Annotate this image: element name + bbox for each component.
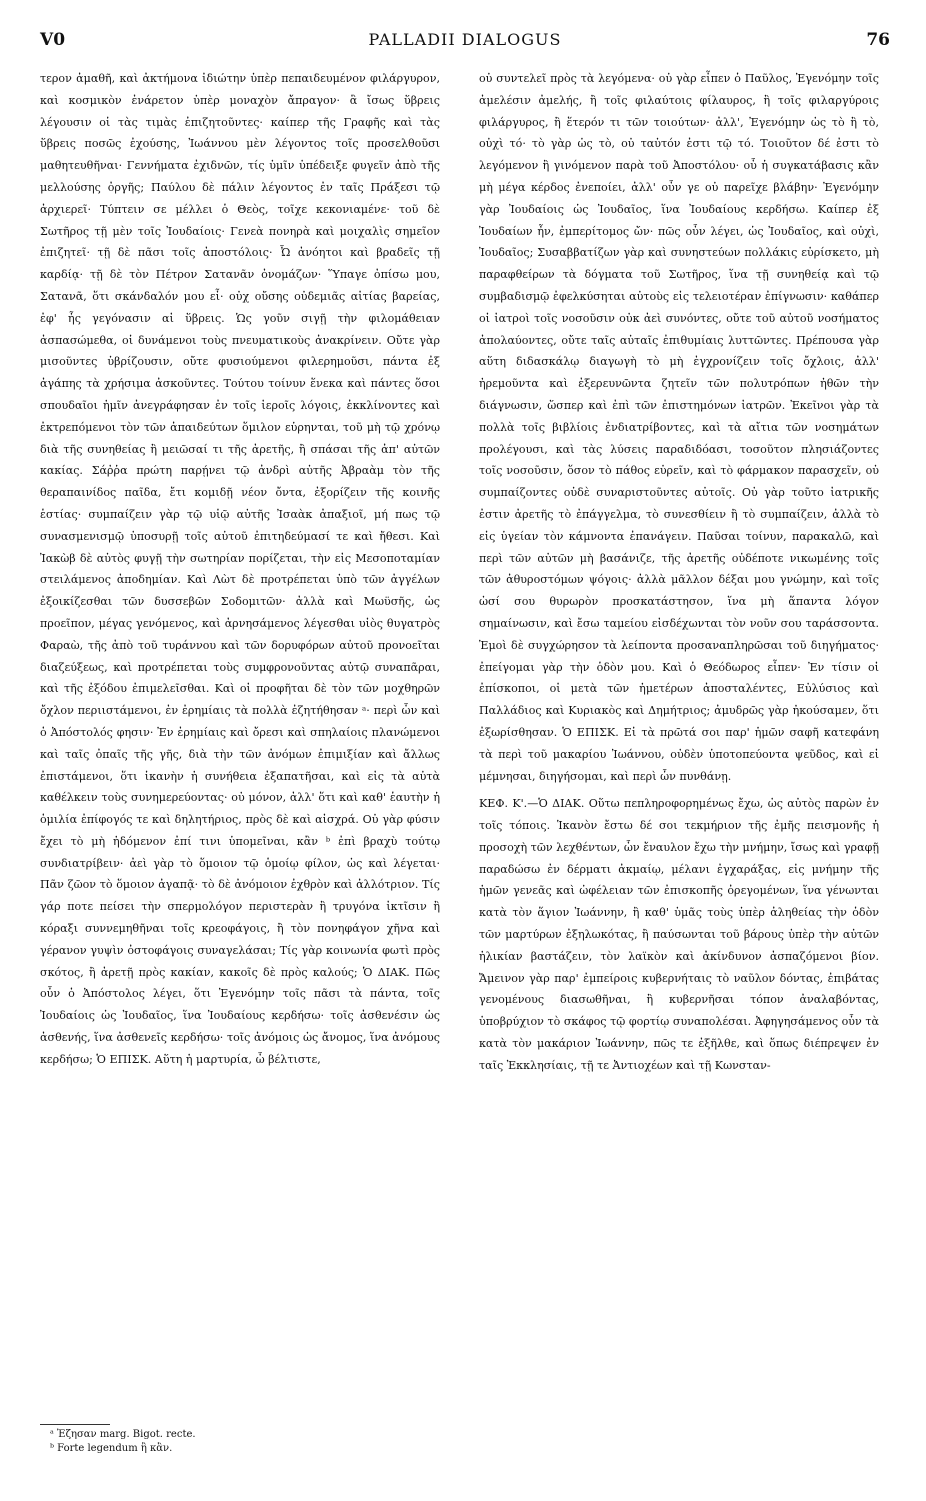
left-page-number: V0	[40, 30, 66, 50]
right-paragraph-1: οὐ συντελεῖ πρὸς τὰ λεγόμενα· οὐ γὰρ εἶπεν ὁ Παῦλος, Ἐγενόμην τοῖς ἀμελέσιν ἀμελής, ἢ τοῖς φιλαύτοις φίλαυρος, ἢ τοῖς φιλαργύροις φιλάργυρος, ἢ ἕτερόν τι τῶν τοιούτων· ἀλλ', Ἐγενόμην ὡς τὸ ἢ τὸ, οὐχὶ τό· τὸ γὰρ ὡς τὸ, οὐ ταὐτόν ἐστι τῷ τό. Τοιοῦτον δέ ἐστι τὸ λεγόμενον ἢ γινόμενον παρὰ τοῦ Ἀποστόλου· οὗ ἡ συγκατάβασις κἂν μὴ μέγα κέρδος ἐνεποίει, ἀλλ' οὖν γε οὐ παρεῖχε βλάβην· Ἐγενόμην γὰρ Ἰουδαίοις ὡς Ἰουδαῖος, ἵνα Ἰουδαίους κερδήσω. Καίπερ ἐξ Ἰουδαίων ἦν, ἐμπερίτομος ὤν· πῶς οὖν λέγει, ὡς Ἰουδαῖος, καὶ οὐχὶ, Ἰουδαῖος; Συσαββατίζων γὰρ καὶ συνηστεύων πολλάκις εὑρίσκετο, μὴ παραφθείρων τὰ δόγματα τοῦ Σωτῆρος, ἵνα τῇ συνηθείᾳ καὶ τῷ συμβαδισμῷ ἐφελκύσηται αὐτοὺς εἰς τελειοτέραν ἐπίγνωσιν· καθάπερ οἱ ἰατροὶ τοῖς νοσοῦσιν οὐκ ἀεὶ συνόντες, οὔτε τοῦ αὐτοῦ νοσήματος ἀπολαύοντες, οὔτε ταῖς αὐταῖς ἐπιθυμίαις λυττῶντες. Πρέπουσα γὰρ αὕτη διδασκάλῳ διαγωγὴ τὸ μὴ ἐγχρονίζειν τοῖς ὄχλοις, ἀλλ' ἠρεμοῦντα καὶ ἐξερευνῶντα ζητεῖν τῶν πολυτρόπων ἠθῶν τὴν διάγνωσιν, ὥσπερ καὶ ἐπὶ τῶν ἐπιστημόνων ἰατρῶν. Ἐκεῖνοι γὰρ τὰ πολλὰ τοῖς βιβλίοις ἐνδιατρίβοντες, καὶ τὰ αἴτια τῶν νοσημάτων προλέγουσι, καὶ τὰς λύσεις παραδιδόασι, τοσοῦτον πλησιάζοντες τοῖς νοσοῦσιν, ὅσον τὸ πάθος εὑρεῖν, καὶ τὸ φάρμακον παρασχεῖν, οὐ συμπαίζοντες οὐδὲ συναριστοῦντες αὐτοῖς. Οὐ γὰρ τοῦτο ἰατρικῆς ἐστιν ἀρετῆς τὸ ἐπάγγελμα, τὸ συνεσθίειν ἢ τὸ συμπαίζειν, ἀλλὰ τὸ εἰς ὑγείαν τὸν κάμνοντα ἐπανάγειν. Παῦσαι τοίνυν, παρακαλῶ, καὶ περὶ τῶν αὐτῶν μὴ βασάνιζε, τῆς ἀρετῆς οὐδέποτε νικωμένης τοῖς τῶν ἀθυροστόμων ψόγοις· ἀλλὰ μᾶλλον δέξαι μου γνώμην, καὶ τοῖς ὠσί σου θυρωρὸν προσκατάστησον, ἵνα μὴ ἅπαντα λόγον σημαίνωσιν, καὶ ἔσω ταμείου εἰσδέχωνται τὸν νοῦν σου ταράσσοντα. Ἐμοὶ δὲ συγχώρησον τὰ λείποντα προσαναπληρῶσαι τοῦ διηγήματος· ἐπείγομαι γὰρ τὴν ὁδὸν μου. Καὶ ὁ Θεόδωρος εἶπεν· Ἐν τίσιν οἱ ἐπίσκοποι, οἱ μετὰ τῶν ἡμετέρων ἀποσταλέντες, Εὐλύσιος καὶ Παλλάδιος καὶ Κυριακὸς καὶ Δημήτριος; ἀμυδρῶς γὰρ ἠκούσαμεν, ὅτι ἐξωρίσθησαν. Ὁ ΕΠΙΣΚ. Εἰ τὰ πρῶτά σοι παρ' ἡμῶν σαφῆ κατεφάνη τὰ περὶ τοῦ μακαρίου Ἰωάννου, οὐδὲν ὑποτοπεύοντα ψεῦδος, καὶ εἰ μέμνησαι, διηγήσομαι, καὶ περὶ ὧν πυνθάνῃ.	[479, 72, 879, 783]
right-page-number: 76	[866, 30, 890, 50]
left-paragraph-1: τερον ἀμαθῆ, καὶ ἀκτήμονα ἰδιώτην ὑπὲρ πεπαιδευμένον φιλάργυρον, καὶ κοσμικὸν ἐνάρετον ὑπὲρ μοναχὸν ἄπραγον· ἃ ἴσως ὕβρεις λέγουσιν οἱ τὰς τιμὰς ἐπιζητοῦντες· καίπερ τῆς Γραφῆς καὶ τὰς ὕβρεις ποσῶς ἐχούσης, Ἰωάννου μὲν λέγοντος τοῖς προσελθοῦσι μαθητευθῆναι· Γεννήματα ἐχιδνῶν, τίς ὑμῖν ὑπέδειξε φυγεῖν ἀπὸ τῆς μελλούσης ὀργῆς; Παύλου δὲ πάλιν λέγοντος ἐν ταῖς Πράξεσι τῷ ἀρχιερεῖ· Τύπτειν σε μέλλει ὁ Θεὸς, τοῖχε κεκονιαμένε· τοῦ δὲ Σωτῆρος τῇ μὲν τοῖς Ἰουδαίοις· Γενεὰ πονηρὰ καὶ μοιχαλὶς σημεῖον ἐπιζητεῖ· τῇ δὲ πᾶσι τοῖς ἀποστόλοις· Ὦ ἀνόητοι καὶ βραδεῖς τῇ καρδίᾳ· τῇ δὲ τὸν Πέτρον Σατανᾶν ὀνομάζων· Ὕπαγε ὀπίσω μου, Σατανᾶ, ὅτι σκάνδαλόν μου εἶ· οὐχ οὔσης οὐδεμιᾶς αἰτίας βαρείας, ἐφ' ἧς γεγόνασιν αἱ ὕβρεις. Ὡς γοῦν σιγῇ τὴν φιλομάθειαν ἀσπασώμεθα, οἱ δυνάμενοι τοὺς πνευματικοὺς ἀνακρίνειν. Οὔτε γὰρ μισοῦντες ὑβρίζουσιν, οὔτε φυσιούμενοι φιλερημοῦσι, πάντα ἐξ ἀγάπης τὰ χρήσιμα ἀσκοῦντες. Τούτου τοίνυν ἕνεκα καὶ πάντες ὅσοι σπουδαῖοι ἡμῖν ἀνεγράφησαν ἐν τοῖς ἱεροῖς λόγοις, ἐκκλίνοντες καὶ ἐκτρεπόμενοι τὸν τῶν ἀπαιδεύτων ὅμιλον εὑρηνται, τοῦ μὴ τῷ χρόνῳ διὰ τῆς συνηθείας ἢ μειῶσαί τι τῆς ἀρετῆς, ἢ σπάσαι τῆς ἀπ' αὐτῶν κακίας. Σάῤῥα πρώτη παρῄνει τῷ ἀνδρὶ αὐτῆς Ἀβραὰμ τὸν τῆς θεραπαινίδος παῖδα, ἔτι κομιδῇ νέον ὄντα, ἐξορίζειν τῆς κοινῆς ἑστίας· συμπαίζειν γὰρ τῷ υἱῷ αὐτῆς Ἰσαὰκ ἀπαξιοῖ, μή πως τῷ συνασμενισμῷ ὑποσυρῇ τοῖς αὐτοῦ ἐπιτηδεύμασί τε καὶ ἤθεσι. Καὶ Ἰακὼβ δὲ αὐτὸς φυγῇ τὴν σωτηρίαν πορίζεται, τὴν εἰς Μεσοποταμίαν στειλάμενος ἀποδημίαν. Καὶ Λὼτ δὲ προτρέπεται ὑπὸ τῶν ἀγγέλων ἐξοικίζεσθαι τῶν δυσσεβῶν Σοδομιτῶν· ἀλλὰ καὶ Μωϋσῆς, ὡς προεῖπον, μέγας γενόμενος, καὶ ἀρνησάμενος λέγεσθαι υἱὸς θυγατρὸς Φαραὼ, τῆς ἀπὸ τοῦ τυράννου καὶ τῶν δορυφόρων αὐτοῦ προνοεῖται διαζεύξεως, καὶ προτρέπεται τοὺς συμφρονοῦντας αὐτῷ συναπᾶραι, καὶ τῆς ἐξόδου ἐπιμελεῖσθαι. Καὶ οἱ προφῆται δὲ τὸν τῶν μοχθηρῶν ὄχλον περιιστάμενοι, ἐν ἐρημίαις τὰ πολλὰ ἐζητήθησαν ᵃ· περὶ ὧν καὶ ὁ Ἀπόστολός φησιν· Ἐν ἐρημίαις καὶ ὄρεσι καὶ σπηλαίοις πλανώμενοι καὶ ταῖς ὀπαῖς τῆς γῆς, διὰ τὴν τῶν ἀνόμων ἐπιμιξίαν καὶ ἄλλως ἐπιστάμενοι, ὅτι ἱκανὴν ἡ συνήθεια ἐξαπατῆσαι, καὶ εἰς τὰ αὐτὰ καθέλκειν τοὺς συνημερεύοντας· οὐ μόνον, ἀλλ' ὅτι καὶ καθ' ἑαυτὴν ἡ ὁμιλία ἐπίφογός τε καὶ δηλητήριος, πρὸς δὲ καὶ αἰσχρά. Οὐ γὰρ φύσιν ἔχει τὸ μὴ ἡδόμενον ἐπί τινι ὑπομεῖναι, κἂν ᵇ ἐπὶ βραχὺ τούτῳ συνδιατρίβειν· ἀεὶ γὰρ τὸ ὅμοιον τῷ ὁμοίῳ φίλον, ὡς καὶ λέγεται· Πᾶν ζῶον τὸ ὅμοιον ἀγαπᾷ· τὸ δὲ ἀνόμοιον ἐχθρὸν καὶ ἀλλότριον. Τίς γάρ ποτε πείσει τὴν σπερμολόγον περιστερὰν ἢ τρυγόνα ἰκτῖσιν ἢ κόραξι συννεμηθῆναι τοῖς κρεοφάγοις, ἢ τὸν πονηφάγον χῆνα καὶ γέρανον γυψὶν ὀστοφάγοις συναγελάσαι; Τίς γὰρ κοινωνία φωτὶ πρὸς σκότος, ἢ ἀρετῇ πρὸς κακίαν, κακοῖς δὲ πρὸς καλούς; Ὁ ΔΙΑΚ. Πῶς οὖν ὁ Ἀπόστολος λέγει, ὅτι Ἐγενόμην τοῖς πᾶσι τὰ πάντα, τοῖς Ἰουδαίοις ὡς Ἰουδαῖος, ἵνα Ἰουδαίους κερδήσω· τοῖς ἀσθενέσιν ὡς ἀσθενής, ἵνα ἀσθενεῖς κερδήσω· τοῖς ἀνόμοις ὡς ἄνομος, ἵνα ἀνόμους κερδήσω; Ὁ ΕΠΙΣΚ. Αὕτη ἡ μαρτυρία, ὦ βέλτιστε,	[40, 72, 440, 1066]
footnote-rule	[40, 1424, 110, 1425]
right-paragraph-chapter-20: ΚΕΦ. Κ'.—Ὁ ΔΙΑΚ. Οὕτω πεπληροφορημένως ἔχω, ὡς αὐτὸς παρὼν ἐν τοῖς τόποις. Ἱκανὸν ἔστω δέ σοι τεκμήριον τῆς ἐμῆς πεισμονῆς ἡ προσοχὴ τῶν λεχθέντων, ὧν ἔναυλον ἔχω τὴν μνήμην, ἴσως καὶ γραφῇ παραδώσω ἐν δέρματι ἀκμαίῳ, μέλανι ἐγχαράξας, εἰς μνήμην τῆς ἡμῶν γενεᾶς καὶ ὠφέλειαν τῶν ἐπισκοπῆς ὀρεγομένων, ἵνα γένωνται κατὰ τὸν ἅγιον Ἰωάννην, ἢ καθ' ὑμᾶς τοὺς ὑπὲρ ἀληθείας τὴν ὁδὸν τῶν μαρτύρων ἐξηλωκότας, ἢ παύσωνται τοῦ βάρους ὑπὲρ τὴν αὐτῶν ἡλικίαν βαστάζειν, τὸν λαϊκὸν καὶ ἀκίνδυνον ἀσπαζόμενοι βίον. Ἄμεινον γὰρ παρ' ἐμπείροις κυβερνήταις τὸ ναῦλον δόντας, ἐπιβάτας γενομένους διασωθῆναι, ἢ κυβερνῆσαι τόπον ἀναλαβόντας, ὑποβρύχιον τὸ σκάφος τῷ φορτίῳ συναπολέσαι. Ἀφηγησάμενος οὖν τὰ κατὰ τὸν μακάριον Ἰωάννην, πῶς τε ἐξῆλθε, καὶ ὅπως διέπρεψεν ἐν ταῖς Ἐκκλησίαις, τῇ τε Ἀντιοχέων καὶ τῇ Κωνσταν-	[479, 797, 879, 1072]
footnotes	[50, 1428, 430, 1456]
running-header	[40, 30, 890, 54]
right-text-column	[479, 68, 879, 1077]
footnote-b: ᵇ Forte legendum ἢ κἂν.	[50, 1443, 173, 1454]
left-text-column	[40, 68, 440, 1071]
running-title: PALLADII DIALOGUS	[368, 30, 562, 49]
footnote-a: ᵃ Ἐζησαν marg. Bigot. recte.	[50, 1429, 196, 1440]
